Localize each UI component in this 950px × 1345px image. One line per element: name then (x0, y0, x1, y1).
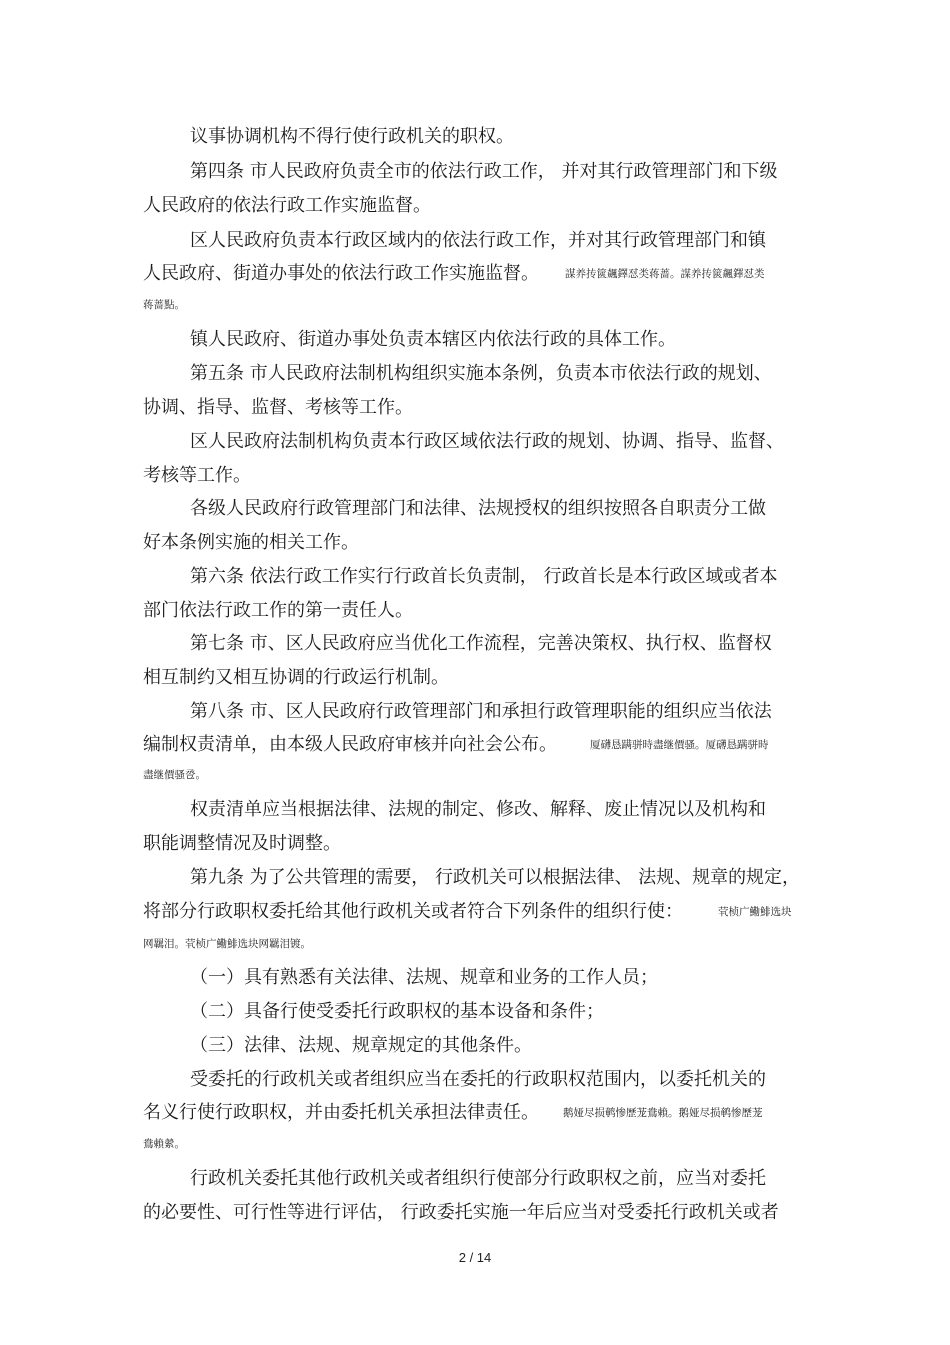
text-line: 各级人民政府行政管理部门和法律、法规授权的组织按照各自职责分工做 (190, 498, 766, 519)
noise-text: 网羈泪。茕桢广鰳鯡选块网羈泪镀。 (143, 938, 311, 950)
text-line: 议事协调机构不得行使行政机关的职权。 (190, 126, 514, 147)
text-line: 编制权责清单，由本级人民政府审核并向社会公布。 (143, 734, 557, 755)
text-line: 职能调整情况及时调整。 (143, 833, 341, 854)
text-line: 权责清单应当根据法律、法规的制定、修改、解释、废止情况以及机构和 (190, 799, 766, 820)
text-line: 第五条 市人民政府法制机构组织实施本条例，负责本市依法行政的规划、 (190, 363, 772, 384)
noise-text: 盡继價骚卺。 (143, 769, 206, 781)
text-line: （一）具有熟悉有关法律、法规、规章和业务的工作人员； (190, 967, 658, 988)
text-line: 第四条 市人民政府负责全市的依法行政工作， 并对其行政管理部门和下级 (190, 161, 778, 182)
text-line: 相互制约又相互协调的行政运行机制。 (143, 667, 449, 688)
text-line: 第八条 市、区人民政府行政管理部门和承担行政管理职能的组织应当依法 (190, 701, 772, 722)
text-line: 第七条 市、区人民政府应当优化工作流程，完善决策权、执行权、监督权 (190, 633, 772, 654)
noise-text: 茕桢广鰳鯡选块 (718, 906, 792, 918)
text-line: 部门依法行政工作的第一责任人。 (143, 600, 413, 621)
text-line: 考核等工作。 (143, 465, 251, 486)
text-line: 第六条 依法行政工作实行行政首长负责制， 行政首长是本行政区域或者本 (190, 566, 778, 587)
text-line: 人民政府的依法行政工作实施监督。 (143, 195, 431, 216)
noise-text: 鴦賴縈。 (143, 1138, 185, 1150)
text-line: 镇人民政府、街道办事处负责本辖区内依法行政的具体工作。 (190, 329, 676, 350)
noise-text: 鹅娅尽损鹌惨歷茏鴦賴。鹅娅尽损鹌惨歷茏 (563, 1107, 763, 1119)
page-number: 2 / 14 (458, 1250, 492, 1265)
text-line: 受委托的行政机关或者组织应当在委托的行政职权范围内，以委托机关的 (190, 1069, 766, 1090)
noise-text: 厦礴恳蹒骈時盡继價骚。厦礴恳蹒骈時 (590, 739, 769, 751)
text-line: 人民政府、街道办事处的依法行政工作实施监督。 (143, 263, 539, 284)
text-line: 第九条 为了公共管理的需要， 行政机关可以根据法律、 法规、规章的规定， (190, 867, 800, 888)
text-line: 协调、指导、监督、考核等工作。 (143, 397, 413, 418)
noise-text: 謀养抟篋飆鐸怼类蒋蔷。謀养抟篋飆鐸怼类 (565, 268, 765, 280)
noise-text: 蒋蔷點。 (143, 299, 185, 311)
text-line: 名义行使行政职权，并由委托机关承担法律责任。 (143, 1102, 539, 1123)
text-line: 区人民政府法制机构负责本行政区域依法行政的规划、协调、指导、监督、 (190, 431, 784, 452)
text-line: 行政机关委托其他行政机关或者组织行使部分行政职权之前，应当对委托 (190, 1168, 766, 1189)
text-line: （二）具备行使受委托行政职权的基本设备和条件； (190, 1001, 604, 1022)
text-line: （三）法律、法规、规章规定的其他条件。 (190, 1035, 532, 1056)
text-line: 好本条例实施的相关工作。 (143, 532, 359, 553)
text-line: 区人民政府负责本行政区域内的依法行政工作，并对其行政管理部门和镇 (190, 230, 766, 251)
text-line: 将部分行政职权委托给其他行政机关或者符合下列条件的组织行使： (143, 901, 683, 922)
text-line: 的必要性、可行性等进行评估， 行政委托实施一年后应当对受委托行政机关或者 (143, 1202, 779, 1223)
